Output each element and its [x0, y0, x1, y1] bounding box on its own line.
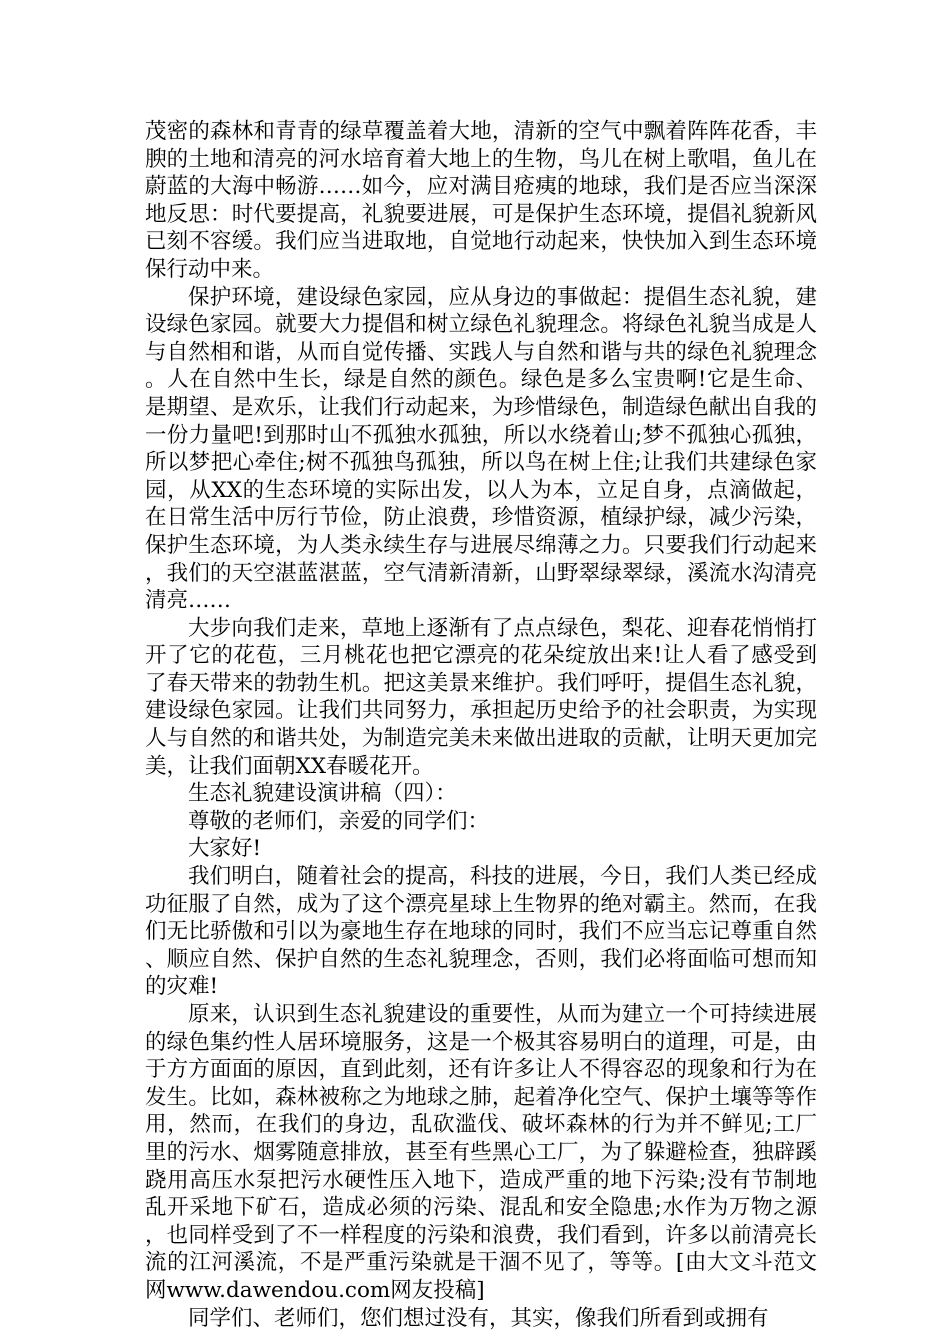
paragraph-1: 茂密的森林和青青的绿草覆盖着大地，清新的空气中飘着阵阵花香，丰腴的土地和清亮的河水培育着大地上的生物，鸟儿在树上歌唱，鱼儿在蔚蓝的大海中畅游……如今，应对满目疮痍的地球，我们是否应当深深地反思：时代要提高，礼貌要进展，可是保护生态环境，提倡礼貌新风已刻不容缓。我们应当进取地，自觉地行动起来，快快加入到生态环境保行动中来。 [145, 119, 817, 282]
paragraph-4: 我们明白，随着社会的提高，科技的进展，今日，我们人类已经成功征服了自然，成为了这个漂亮星球上生物界的绝对霸主。然而，在我们无比骄傲和引以为豪地生存在地球的同时，我们不应当忘记尊重自然、顺应自然、保护自然的生态礼貌理念，否则，我们必将面临可想而知的灾难! [145, 864, 817, 1000]
greeting: 大家好! [188, 836, 262, 862]
paragraph-2: 保护环境，建设绿色家园，应从身边的事做起：提倡生态礼貌，建设绿色家园。就要大力提倡和树立绿色礼貌理念。将绿色礼貌当成是人与自然相和谐，从而自觉传播、实践人与自然和谐与共的绿色礼貌理念。人在自然中生长，绿是自然的颜色。绿色是多么宝贵啊!它是生命、是期望、是欢乐，让我们行动起来，为珍惜绿色，制造绿色献出自我的一份力量吧!到那时山不孤独水孤独，所以水绕着山;梦不孤独心孤独，所以梦把心牵住;树不孤独鸟孤独，所以鸟在树上住;让我们共建绿色家园，从XX的生态环境的实际出发，以人为本，立足自身，点滴做起，在日常生活中厉行节俭，防止浪费，珍惜资源，植绿护绿，减少污染，保护生态环境，为人类永续生存与进展尽绵薄之力。只要我们行动起来，我们的天空湛蓝湛蓝，空气清新清新，山野翠绿翠绿，溪流水沟清亮清亮…… [145, 284, 817, 614]
paragraph-3: 大步向我们走来，草地上逐渐有了点点绿色，梨花、迎春花悄悄打开了它的花苞，三月桃花也把它漂亮的花朵绽放出来!让人看了感受到了春天带来的勃勃生机。把这美景来维护。我们呼吁，提倡生态礼貌，建设绿色家园。让我们共同努力，承担起历史给予的社会职责，为实现人与自然的和谐共处，为制造完美未来做出进取的贡献，让明天更加完美，让我们面朝XX春暖花开。 [145, 615, 817, 779]
salutation: 尊敬的老师们，亲爱的同学们： [188, 808, 490, 834]
paragraph-5: 原来，认识到生态礼貌建设的重要性，从而为建立一个可持续进展的绿色集约性人居环境服务，这是一个极其容易明白的道理，可是，由于方方面面的原因，直到此刻，还有许多让人不得容忍的现象和行为在发生。比如，森林被称之为地球之肺，起着净化空气、保护土壤等等作用，然而，在我们的身边，乱砍滥伐、破坏森林的行为并不鲜见;工厂里的污水、烟雾随意排放，甚至有些黑心工厂，为了躲避检查，独辟蹊跷用高压水泵把污水硬性压入地下，造成严重的地下污染;没有节制地乱开采地下矿石，造成必须的污染、混乱和安全隐患;水作为万物之源，也同样受到了不一样程度的污染和浪费，我们看到，许多以前清亮长流的江河溪流，不是严重污染就是干涸不见了，等等。[由大文斗范文网www.dawendou.com网友投稿] [145, 1002, 817, 1303]
document-body [145, 118, 817, 1332]
paragraph-6: 同学们、老师们，您们想过没有，其实，像我们所看到或拥有 [188, 1305, 769, 1331]
speech-title: 生态礼貌建设演讲稿（四）： [188, 781, 457, 807]
